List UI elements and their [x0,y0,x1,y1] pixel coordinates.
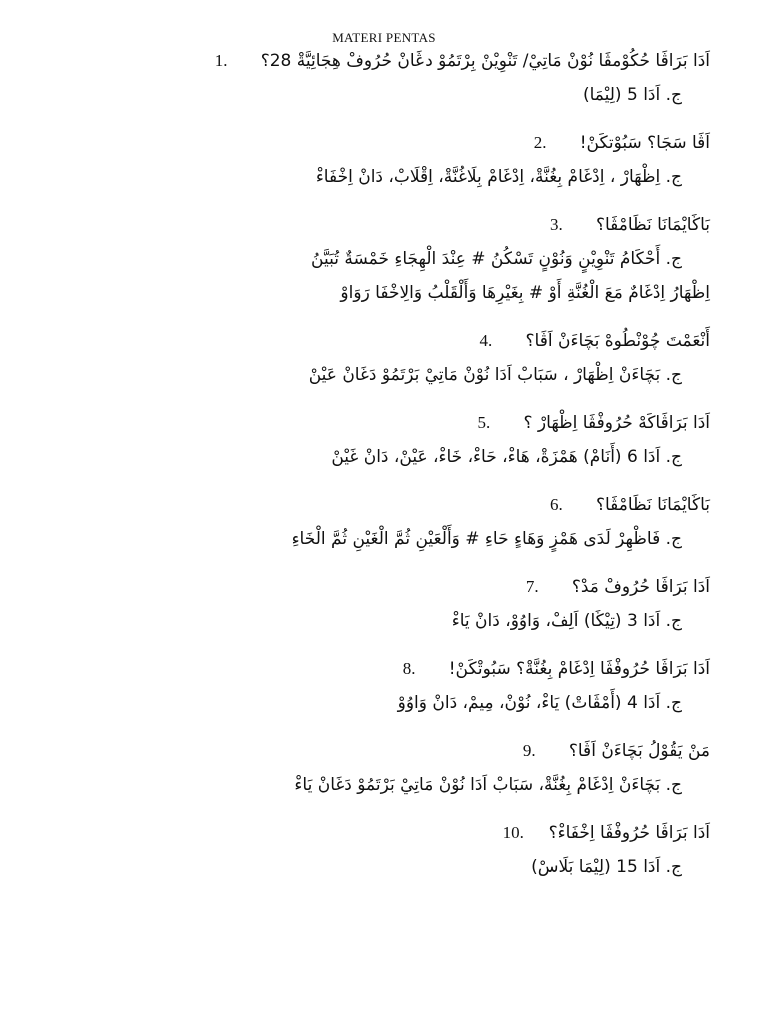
qa-item-2 [150,126,710,194]
answer-row: ج. اَدَا 15 (لِيْمَا بَلَاسْ) [531,857,682,877]
answer-row: ج. بَچَاءَنْ اِدْغَامْ بِغُنَّةْ، سَبَابْ اَدَا نُوْنْ مَاتِيْ بَرْتَمُوْ دَغَانْ يَاءْ [294,775,682,795]
answer-row: ج. اِظْهَارْ ، اِدْغَامْ بِغُنَّةْ، اِدْغَامْ بِلَاغُنَّةْ، اِقْلَابْ، دَانْ اِخْفَاءْ [315,167,682,187]
answer-row-continued: اِظْهَارُ اِدْغَامٌ مَعَ الْغُنَّةِ أَوْ # بِغَيْرِهَا وَأَلْقَلْبُ وَالِاخْفَا رَوَاوْ [340,283,710,303]
question-text: بَاڬَايْمَانَا نَظَامْڤَا؟ [595,215,710,235]
question-number: 8. [402,659,416,678]
question-row [150,652,710,686]
qa-item-1 [150,44,710,112]
qa-item-10 [150,816,710,884]
answer-row: ج. فَاظْهِرْ لَدَى هَمْزٍ وَهَاءٍ حَاءِ # وَأَلْعَيْنِ ثُمَّ الْغَيْنِ ثُمَّ الْخَاءِ [291,529,682,549]
qa-item-9 [150,734,710,802]
question-text: اَڤَا سَجَا؟ سَبُوْتكَنْ! [579,133,710,153]
question-row [150,816,710,850]
question-row [150,406,710,440]
qa-item-4 [150,324,710,392]
question-row [150,208,710,242]
answer-row: ج. اَدَا 4 (أَمْڤَاتْ) يَاءْ، نُوْنْ، مِيمْ، دَانْ وَاوُوْ [397,693,682,713]
answer-row: ج. بَچَاءَنْ اِظْهَارْ ، سَبَابْ اَدَا نُوْنْ مَاتِيْ بَرْتَمُوْ دَغَانْ عَيْنْ [308,365,682,385]
question-number: 5. [477,413,491,432]
question-text: اَدَا بَرَاڤَا حُرُوفْڤَا اِدْغَامْ بِغُنَّةْ؟ سَبُوتْكَنْ! [448,659,710,679]
question-row [150,488,710,522]
answer-row: ج. أَحْكَامُ تَنْوِيْنٍ وَنُوْنٍ تَسْكُنُ # عِنْدَ الْهِجَاءِ خَمْسَةٌ تُبَيَّنُ [311,249,682,269]
question-number: 4. [479,331,493,350]
question-row [150,126,710,160]
question-text: أَنْعَمْتَ چُوْنْطُوهْ بَچَاءَنْ اَڤَا؟ [525,331,710,351]
question-text: اَدَا بَرَاڤَا حُكُوْمڤَا نُوْنْ مَاتِيْ/ تَنْوِيْنْ بِرْتَمُوْ دڠَانْ حُرُوفْ هِجَائِيَّةْ 28؟ [260,51,710,71]
question-row [150,44,710,78]
qa-item-5 [150,406,710,474]
question-number: 1. [214,51,228,70]
question-row [150,570,710,604]
answer-row: ج. اَدَا 3 (تِيْڬَا) اَلِفْ، وَاوُوْ، دَانْ يَاءْ [451,611,682,631]
question-row [150,324,710,358]
qa-item-6 [150,488,710,556]
question-text: مَنْ يَقُوْلُ بَچَاءَنْ اَڤَا؟ [568,741,710,761]
page-title: MATERI PENTAS [332,30,436,45]
question-number: 2. [533,133,547,152]
question-number: 9. [522,741,536,760]
question-text: اَدَا بَرَاڤَاكَهْ حُرُوفْڤَا اِظْهَارْ ؟ [523,413,710,433]
question-text: بَاڬَايْمَانَا نَظَامْڤَا؟ [595,495,710,515]
answer-row: ج. اَدَا 5 (لِيْمَا) [582,85,682,105]
question-answer-list [150,44,710,898]
qa-item-7 [150,570,710,638]
qa-item-3 [150,208,710,310]
question-number: 7. [525,577,539,596]
question-text: اَدَا بَرَاڤَا حُرُوفْڤَا اِخْفَاءْ؟ [548,823,710,843]
qa-item-8 [150,652,710,720]
question-row [150,734,710,768]
question-number: 10. [502,823,524,842]
question-number: 6. [549,495,563,514]
question-text: اَدَا بَرَاڤَا حُرُوفْ مَدْ؟ [571,577,710,597]
question-number: 3. [549,215,563,234]
answer-row: ج. اَدَا 6 (أَنَامْ) هَمْزَةْ، هَاءْ، حَاءْ، خَاءْ، عَيْنْ، دَانْ غَيْنْ [331,447,682,467]
